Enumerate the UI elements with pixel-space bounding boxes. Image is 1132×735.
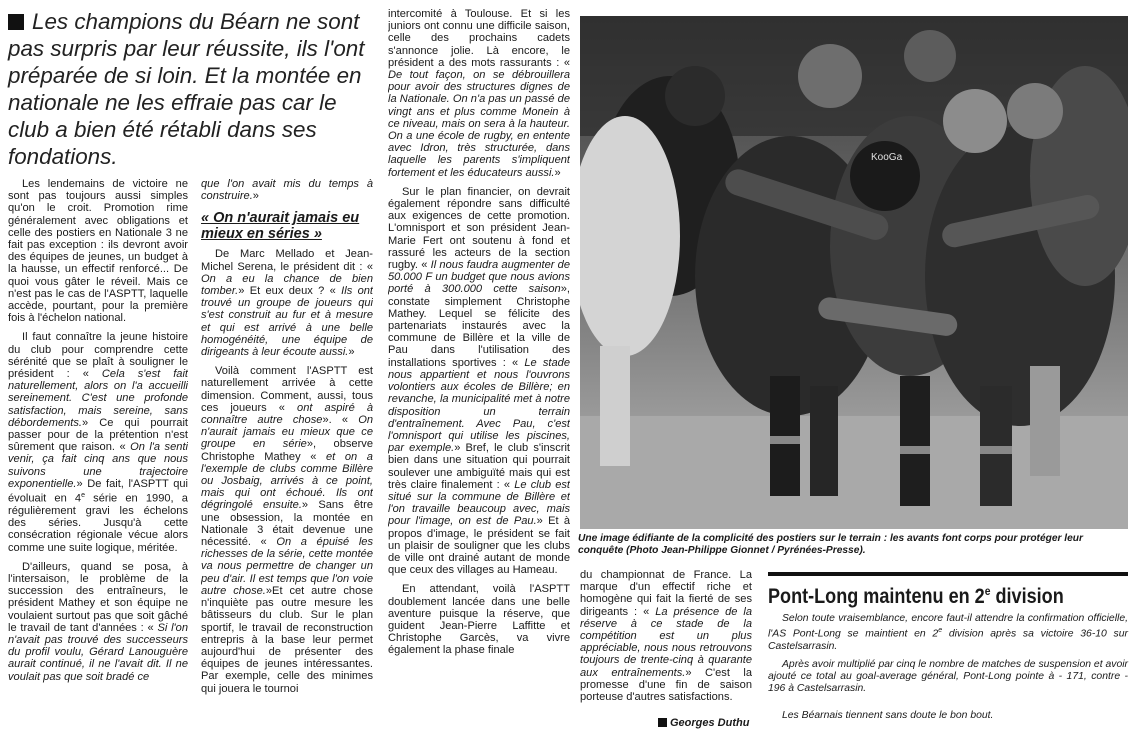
- sidebar-top-rule: [768, 572, 1128, 576]
- paragraph: De Marc Mellado et Jean-Michel Serena, le président dit : « On a eu la chance de bien tomber.» Et eux deux ? « Ils ont trouvé un groupe de joueurs qui s'est construit au fur et à mesure et qui est arrivé à une belle homogénéité, une équipe de dirigeants à leur écoute aussi.»: [201, 248, 373, 359]
- photo-caption: Une image édifiante de la complicité des postiers sur le terrain : les avants font corps pour protéger leur conquête (Photo Jean-Philippe Gionnet / Pyrénées-Presse).: [578, 533, 1083, 556]
- paragraph: que l'on avait mis du temps à construire.»: [201, 178, 373, 203]
- sidebar-title: Pont-Long maintenu en 2e division: [768, 584, 1064, 608]
- rugby-scrum-illustration: [580, 16, 1128, 529]
- paragraph: Voilà comment l'ASPTT est naturellement arrivée à cette dimension. Comment, aussi, tous ces joueurs « ont aspiré à connaître autre chose». « On n'aurait jamais eu mieux que ce groupe en série», observe Christophe Mathey « et on a l'exemple de clubs comme Billère ou Josbaig, arrivés à ce point, mais qui ont échoué. Ils ont dégringolé ensuite.» Sans être une obsession, la montée en Nationale 3 était devenue une nécessité. « On a épuisé les richesses de la série, cette montée va nous permettre de changer un peu d'air. Il est temps que l'on voie autre chose.»Et cet autre chose n'inquiète pas outre mesure les bâtisseurs du club. Sur le plan sportif, le travail de reconstruction entrepris à la base leur permet aujourd'hui de présenter des équipes de jeunes intéressantes. Par exemple, celle des minimes qui jouera le tournoi: [201, 365, 373, 695]
- sidebar-paragraph: Selon toute vraisemblance, encore faut-il attendre la confirmation officielle, l'AS Pont-Long se maintient en 2e division après sa victoire 36-10 sur Castelsarrasin.: [768, 613, 1128, 652]
- article-column-2: [201, 178, 373, 735]
- lede-text: Les champions du Béarn ne sont pas surpris par leur réussite, ils l'ont préparée de si loin. Et la montée en nationale ne les effraie pas car le club a bien été rétabli dans ses fondations.: [8, 9, 365, 169]
- article-lede: [8, 8, 376, 170]
- author-signature: Georges Duthu: [658, 717, 749, 729]
- article-column-1: [8, 178, 188, 735]
- paragraph: Il faut connaître la jeune histoire du club pour comprendre cette sérénité que se plaît à souligner le président : « Cela s'est fait naturellement, alors on l'a accueilli sereinement. C'est une profonde satisfaction, mais sereine, sans débordements.» Ce qui pourrait passer pour de la prétention n'est sûrement que raison. « On l'a senti venir, ça fait cinq ans que nous suivons une trajectoire exponentielle.» De fait, l'ASPTT qui évoluait en 4e série en 1990, a régulièrement gravi les échelons des séries. Jusqu'à cette consécration régionale vécue alors comme une suite logique, méritée.: [8, 331, 188, 554]
- paragraph: D'ailleurs, quand se posa, à l'intersaison, le problème de la succession des entraîneurs, le président Mathey et son équipe ne voulaient surtout pas que soit gâché le travail de tant d'années : « Si l'on n'avait pas trouvé des successeurs du profil voulu, Gérard Lanouguère aurait continué, il ne l'avait dit. Il ne voulait pas que soit bradé ce: [8, 560, 188, 683]
- lede-square-bullet: [8, 14, 24, 30]
- paragraph: du championnat de France. La marque d'un effectif riche et homogène qui fait la fierté de ses dirigeants : « La présence de la réserve à ce stade de la compétition est un plus appréciable, nous nous retrouvons toujours de trente-cinq à quarante aux entraînements.» C'est la promesse d'une fin de saison porteuse d'autres satisfactions.: [580, 569, 752, 704]
- article-column-4: [580, 569, 752, 714]
- paragraph: Sur le plan financier, on devrait également répondre sans difficulté aux exigences de cette promotion. L'omnisport et son président Jean-Marie Fert ont soutenu à fond et rassuré les acteurs de la section rugby. « Il nous faudra augmenter de 50.000 F un budget que nous avions porté à 300.000 cette saison», constate simplement Christophe Mathey. Lequel se félicite des partenariats instaurés avec la commune de Billère et la ville de Pau dans l'utilisation des installations sportives : « Le stade nous appartient et nous l'ouvrons volontiers aux écoles de Billère; en revanche, la municipalité met à notre disposition un terrain d'entraînement. Avec Pau, c'est l'omnisport qui utilise les piscines, par exemple.» Bref, le club s'inscrit bien dans une situation qui pourrait soulever une ambiguïté mais qui est très claire finalement : « Le club est situé sur la commune de Billère et l'on travaille beaucoup avec, mais pour l'image, on est de Pau.» Et à propos d'image, le président se fait un plaisir de souligner que les clubs de ville ont drainé autant de monde que ceux des villages au Hameau.: [388, 185, 570, 577]
- helmet-logo-text: KooGa: [871, 152, 903, 163]
- paragraph: En attendant, voilà l'ASPTT doublement lancée dans une belle aventure puisque la réserve, que guident Jean-Pierre Laffitte et Christophe Garcès, va vivre également la phase finale: [388, 583, 570, 657]
- paragraph: intercomité à Toulouse. Et si les juniors ont connu une difficile saison, celle des prochains cadets s'annonce jolie. Là encore, le président a des mots rassurants : « De tout façon, on se débrouillera pour avoir des structures dignes de la Nationale. On n'a pas un passé de vingt ans et plus comme Monein à ce niveau, mais on sera à la hauteur. On a une école de rugby, en entente avec Idron, très structurée, dans laquelle les parents s'impliquent fortement et les éducateurs aussi.»: [388, 8, 570, 179]
- sidebar-paragraph: Après avoir multiplié par cinq le nombre de matches de suspension et avoir ajouté ce total au goal-average général, Pont-Long pointe à - 171, contre - 196 à Castelsarrasin.: [768, 659, 1128, 695]
- article-column-3: [388, 8, 570, 735]
- signature-square-bullet: [658, 718, 667, 727]
- sidebar-paragraph: Les Béarnais tiennent sans doute le bon bout.: [782, 710, 994, 721]
- subheading: « On n'aurait jamais eu mieux en séries »: [201, 210, 360, 243]
- rugby-photo: [580, 16, 1128, 529]
- paragraph: Les lendemains de victoire ne sont pas toujours aussi simples qu'on le croit. Promotion rime généralement avec obligations et celle des postiers en Nationale 3 ne fait pas exception : ils devront avoir des équipes de jeunes, un budget à la hausse, un effectif renforcé... De quoi vous gâter le réveil. Mais ce n'est pas le cas de l'ASPTT, laquelle accède, pourtant, pour la première fois à l'échelon national.: [8, 178, 188, 325]
